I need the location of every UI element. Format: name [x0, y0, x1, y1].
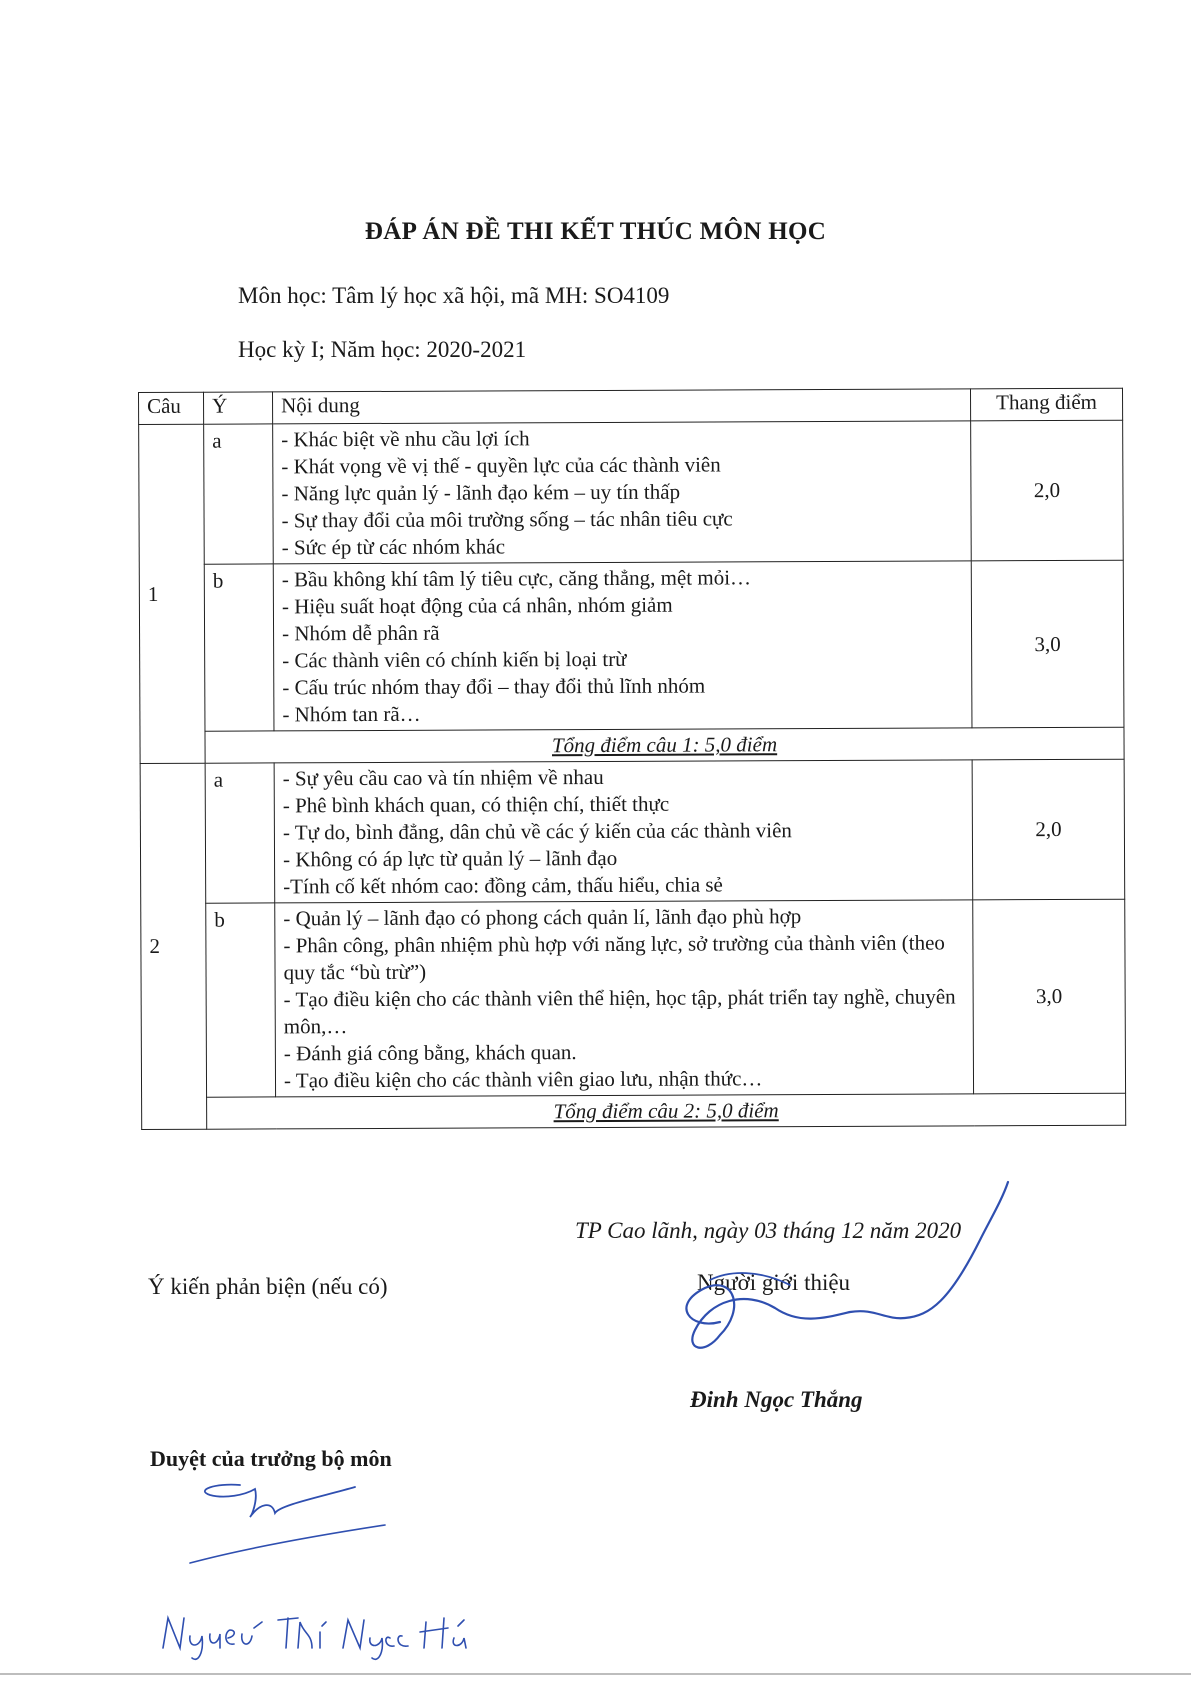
- part-content: [273, 421, 972, 564]
- term-info: Học kỳ I; Năm học: 2020-2021: [238, 337, 527, 362]
- total-row: [140, 727, 1124, 763]
- introducer-signature: [650, 1170, 1030, 1380]
- header-content: Nội dung: [273, 389, 971, 424]
- content-line: - Không có áp lực từ quản lý – lãnh đạo: [282, 845, 618, 872]
- content-line: - Phân công, phân nhiệm phù hợp với năng lực, sở trường của thành viên (theo quy tắc “bù trừ”): [283, 930, 945, 985]
- content-line: - Quản lý – lãnh đạo có phong cách quản lí, lãnh đạo phù hợp: [283, 904, 802, 931]
- part-score: 2,0: [972, 759, 1125, 900]
- header-score: Thang điểm: [970, 388, 1122, 421]
- content-line: - Đánh giá công bằng, khách quan.: [283, 1040, 577, 1066]
- content-line: - Nhóm dễ phân rã: [282, 620, 440, 646]
- table-row: [139, 420, 1124, 564]
- header-cau: Câu: [139, 392, 204, 424]
- approval-label: Duyệt của trưởng bộ môn: [150, 1446, 392, 1471]
- part-score: 2,0: [971, 420, 1124, 561]
- content-line: - Sức ép từ các nhóm khác: [281, 534, 506, 560]
- header-y: Ý: [204, 392, 273, 424]
- feedback-label: Ý kiến phản biện (nếu có): [148, 1274, 388, 1299]
- part-score: 3,0: [971, 560, 1124, 728]
- document-title: ĐÁP ÁN ĐỀ THI KẾT THÚC MÔN HỌC: [364, 218, 827, 245]
- question-total: Tổng điểm câu 1: 5,0 điểm: [205, 727, 1124, 763]
- part-score: 3,0: [973, 899, 1126, 1094]
- introducer-name: Đinh Ngọc Thắng: [690, 1387, 863, 1412]
- question-number: 1: [139, 424, 205, 763]
- approver-handwritten-name: [158, 1608, 478, 1668]
- part-label: b: [204, 564, 274, 731]
- content-line: - Năng lực quản lý - lãnh đạo kém – uy tín thấp: [281, 479, 681, 506]
- table-row: [140, 759, 1125, 903]
- content-line: - Phê bình khách quan, có thiện chí, thiết thực: [282, 791, 670, 818]
- part-label: b: [206, 903, 276, 1097]
- introducer-label: Người giới thiệu: [697, 1270, 851, 1295]
- table-header-row: [139, 388, 1123, 424]
- content-line: - Các thành viên có chính kiến bị loại trừ: [282, 646, 627, 673]
- part-label: a: [205, 763, 275, 903]
- part-label: a: [204, 424, 274, 564]
- content-line: - Khát vọng về vị thế - quyền lực của các thành viên: [281, 452, 721, 479]
- answer-table: [138, 388, 1126, 1130]
- content-line: - Tạo điều kiện cho các thành viên giao lưu, nhận thức…: [283, 1066, 763, 1093]
- content-line: - Nhóm tan rã…: [282, 701, 421, 727]
- content-line: -Tính cố kết nhóm cao: đồng cảm, thấu hiểu, chia sẻ: [283, 872, 723, 899]
- place-date: TP Cao lãnh, ngày 03 tháng 12 năm 2020: [575, 1218, 962, 1243]
- content-line: - Sự thay đổi của môi trường sống – tác nhân tiêu cực: [281, 506, 733, 533]
- part-content: [274, 760, 973, 903]
- content-line: - Hiệu suất hoạt động của cá nhân, nhóm giảm: [281, 592, 673, 619]
- content-line: - Tự do, bình đẳng, dân chủ về các ý kiến của các thành viên: [282, 818, 792, 845]
- total-row: [142, 1093, 1126, 1129]
- content-line: - Sự yêu cầu cao và tín nhiệm về nhau: [282, 764, 604, 791]
- part-content: [275, 900, 974, 1097]
- question-total: Tổng điểm câu 2: 5,0 điểm: [207, 1093, 1126, 1129]
- content-line: - Bầu không khí tâm lý tiêu cực, căng thẳng, mệt mỏi…: [281, 565, 752, 592]
- table-row: [139, 560, 1124, 731]
- part-content: [273, 561, 972, 731]
- content-line: - Khác biệt về nhu cầu lợi ích: [281, 426, 530, 452]
- question-number: 2: [140, 763, 207, 1129]
- bottom-rule: [0, 1673, 1191, 1675]
- table-row: [141, 899, 1126, 1097]
- course-info: Môn học: Tâm lý học xã hội, mã MH: SO4109: [238, 283, 670, 308]
- approver-signature: [180, 1465, 420, 1585]
- content-line: - Cấu trúc nhóm thay đổi – thay đổi thủ lĩnh nhóm: [282, 673, 706, 700]
- content-line: - Tạo điều kiện cho các thành viên thể hiện, học tập, phát triển tay nghề, chuyên môn,…: [283, 984, 956, 1039]
